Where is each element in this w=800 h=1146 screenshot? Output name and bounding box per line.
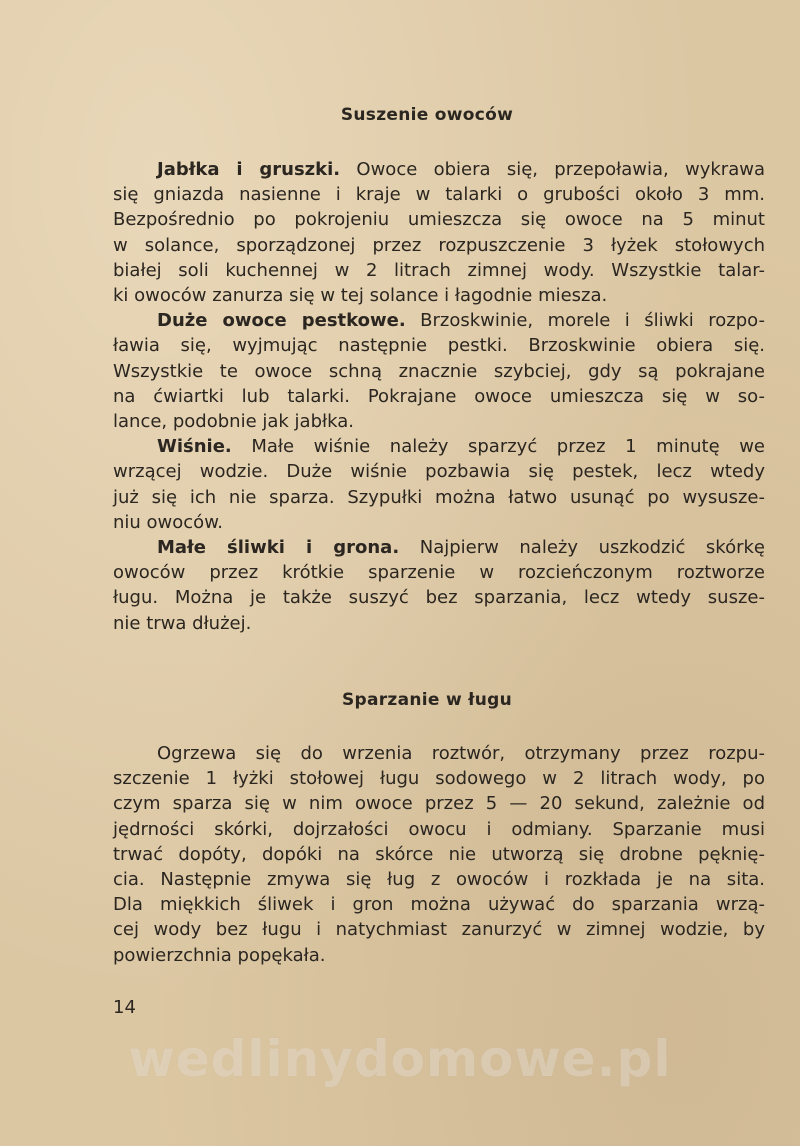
line-text: cej wody bez ługu i natychmiast zanurzyć w zimnej wodzie, by [113,919,765,941]
section-body-lye-scalding [113,741,765,968]
text-line [113,585,765,610]
text-line [113,791,765,816]
text-line [113,434,765,459]
text-line [113,817,765,842]
text-line [113,560,765,585]
line-text: trwać dopóty, dopóki na skórce nie utworzą się drobne pęknię- [113,843,765,865]
line-text: jędrności skórki, dojrzałości owocu i odmiany. Sparzanie musi [113,818,765,840]
page-number: 14 [113,997,136,1018]
text-line [113,308,765,333]
text-line [113,384,765,409]
text-line [113,611,765,636]
line-text: wrzącej wodzie. Duże wiśnie pozbawia się pestek, lecz wtedy [113,461,765,483]
line-text: owoców przez krótkie sparzenie w rozcieńczonym roztworze [113,562,765,584]
section-title-drying-fruit: Suszenie owoców [340,105,514,125]
text-line [113,943,765,968]
text-line [113,359,765,384]
paragraph-lead: Wiśnie. [157,436,232,458]
text-line [113,535,765,560]
line-text: Bezpośrednio po pokrojeniu umieszcza się owoce na 5 minut [113,209,765,231]
line-text: już się ich nie sparza. Szypułki można łatwo usunąć po wysusze- [113,486,765,508]
text-line [113,842,765,867]
line-text: Najpierw należy uszkodzić skórkę [399,537,765,559]
text-line [113,892,765,917]
text-line [113,333,765,358]
line-text: lance, podobnie jak jabłka. [113,411,354,433]
text-line [113,157,765,182]
text-line [113,459,765,484]
text-line [113,867,765,892]
line-text: Brzoskwinie, morele i śliwki rozpo- [405,310,766,332]
text-line [113,485,765,510]
line-text: czym sparza się w nim owoce przez 5 — 20 sekund, zależnie od [113,793,765,815]
text-line [113,766,765,791]
text-line [113,283,765,308]
text-line [113,917,765,942]
line-text: na ćwiartki lub talarki. Pokrajane owoce umieszcza się w so- [113,385,765,407]
line-text: ługu. Można je także suszyć bez sparzania, lecz wtedy susze- [113,587,765,609]
line-text: białej soli kuchennej w 2 litrach zimnej wody. Wszystkie talar- [113,259,765,281]
paragraph-lead: Duże owoce pestkowe. [157,310,406,332]
line-text: Ogrzewa się do wrzenia roztwór, otrzymany przez rozpu- [157,743,765,764]
line-text: powierzchnia popękała. [113,944,326,966]
text-line [113,510,765,535]
line-text: ki owoców zanurza się w tej solance i łagodnie miesza. [113,285,608,307]
watermark: wedlinydomowe.pl [128,1030,672,1088]
text-line [113,409,765,434]
line-text: Dla miękkich śliwek i gron można używać do sparzania wrzą- [113,894,765,916]
text-line [113,741,765,766]
text-line [113,182,765,207]
text-line [113,233,765,258]
line-text: w solance, sporządzonej przez rozpuszczenie 3 łyżek stołowych [113,234,765,256]
line-text: cia. Następnie zmywa się ług z owoców i rozkłada je na sita. [113,869,765,891]
line-text: ławia się, wyjmując następnie pestki. Brzoskwinie obiera się. [113,335,765,357]
line-text: się gniazda nasienne i kraje w talarki o grubości około 3 mm. [113,184,765,206]
line-text: niu owoców. [113,511,223,533]
section-title-lye-scalding: Sparzanie w ługu [341,690,513,710]
line-text: Owoce obiera się, przepoławia, wykrawa [340,159,765,180]
line-text: nie trwa dłużej. [113,612,252,634]
section-body-drying-fruit [113,157,765,636]
text-line [113,258,765,283]
paragraph-lead: Małe śliwki i grona. [157,537,400,559]
line-text: szczenie 1 łyżki stołowej ługu sodowego w 2 litrach wody, po [113,768,765,790]
line-text: Małe wiśnie należy sparzyć przez 1 minutę we [231,436,765,458]
paragraph-lead: Jabłka i gruszki. [157,159,341,180]
text-line [113,207,765,232]
line-text: Wszystkie te owoce schną znacznie szybciej, gdy są pokrajane [113,360,765,382]
